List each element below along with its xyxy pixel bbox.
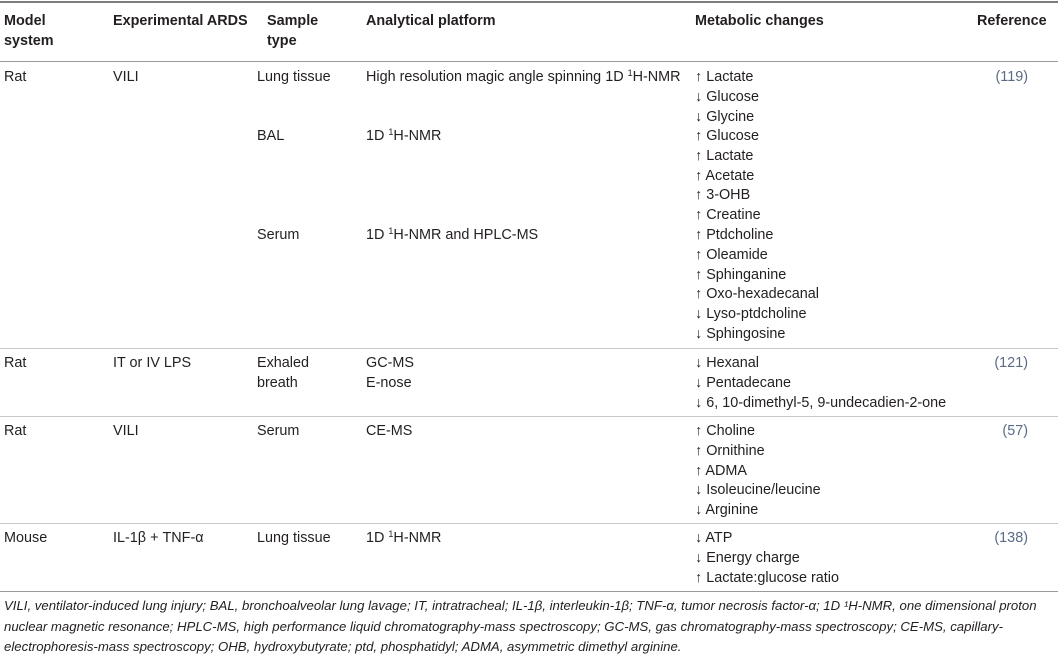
row1-reference-link[interactable]: (119) <box>995 69 1028 85</box>
header-sample-type: Sample type <box>267 13 319 49</box>
table-bottom-rule <box>0 591 1058 592</box>
row1-ards: VILI <box>113 69 139 85</box>
footnote-line: nuclear magnetic resonance; HPLC-MS, high performance liquid chromatography-mass spectroscopy; GC-MS, gas chromatography-mass spectroscopy; CE-MS, capillary- <box>4 618 1003 634</box>
row1-changes-serum: ↑ Ptdcholine ↑ Oleamide ↑ Sphinganine ↑ Oxo-hexadecanal ↓ Lyso-ptdcholine ↓ Sphingosine <box>695 227 819 342</box>
row3-changes: ↑ Choline ↑ Ornithine ↑ ADMA ↓ Isoleucine/leucine ↓ Arginine <box>695 423 821 519</box>
table-footnote <box>4 596 1052 658</box>
row2-platform: GC-MS E-nose <box>366 355 414 391</box>
row1-sample-serum: Serum <box>257 227 300 243</box>
row4-changes: ↓ ATP ↓ Energy charge ↑ Lactate:glucose ratio <box>695 530 839 586</box>
row2-changes: ↓ Hexanal ↓ Pentadecane ↓ 6, 10-dimethyl-5, 9-undecadien-2-one <box>695 355 947 411</box>
footnote-line: VILI, ventilator-induced lung injury; BAL, bronchoalveolar lung lavage; IT, intratracheal; IL-1β, interleukin-1β; TNF-α, tumor necrosis factor-α; 1D ¹H-NMR, one dimensional proton <box>4 598 1037 613</box>
table-top-rule <box>0 1 1058 3</box>
row2-sample: Exhaled breath <box>257 355 310 391</box>
row-divider <box>0 348 1058 349</box>
header-analytical-platform: Analytical platform <box>366 13 496 29</box>
row-divider <box>0 416 1058 417</box>
row4-model: Mouse <box>4 530 48 546</box>
row2-model: Rat <box>4 355 27 371</box>
header-experimental-ards: Experimental ARDS <box>113 13 248 29</box>
row3-reference-link[interactable]: (57) <box>1002 423 1028 439</box>
row3-sample: Serum <box>257 423 300 439</box>
header-model-system: Model system <box>4 13 54 49</box>
row1-sample-bal: BAL <box>257 128 285 144</box>
row3-model: Rat <box>4 423 27 439</box>
footnote-line: electrophoresis-mass spectroscopy; OHB, hydroxybutyrate; ptd, phosphatidyl; ADMA, asymmetric dimethyl arginine. <box>4 639 682 655</box>
header-reference: Reference <box>977 13 1047 29</box>
header-metabolic-changes: Metabolic changes <box>695 13 824 29</box>
row3-platform: CE-MS <box>366 423 413 439</box>
row4-sample: Lung tissue <box>257 530 331 546</box>
row4-platform: 1D $^1$H-NMR <box>366 529 442 546</box>
row1-platform-serum: 1D $^1$H-NMR and HPLC-MS <box>366 226 539 243</box>
row1-sample-lung-tissue: Lung tissue <box>257 69 331 85</box>
header-rule <box>0 61 1058 62</box>
row1-changes-lung-tissue: ↑ Lactate ↓ Glucose ↓ Glycine <box>695 69 759 125</box>
row1-model: Rat <box>4 69 27 85</box>
row3-ards: VILI <box>113 423 139 439</box>
row4-reference-link[interactable]: (138) <box>994 530 1028 546</box>
row2-ards: IT or IV LPS <box>113 355 192 371</box>
row-divider <box>0 523 1058 524</box>
row1-platform-lung-tissue: High resolution magic angle spinning 1D $^1$H-NMR <box>366 68 681 85</box>
row1-changes-bal: ↑ Glucose ↑ Lactate ↑ Acetate ↑ 3-OHB ↑ Creatine <box>695 128 761 224</box>
row4-ards: IL-1β + TNF-α <box>113 530 204 546</box>
row2-reference-link[interactable]: (121) <box>994 355 1028 371</box>
row1-platform-bal: 1D $^1$H-NMR <box>366 127 442 144</box>
